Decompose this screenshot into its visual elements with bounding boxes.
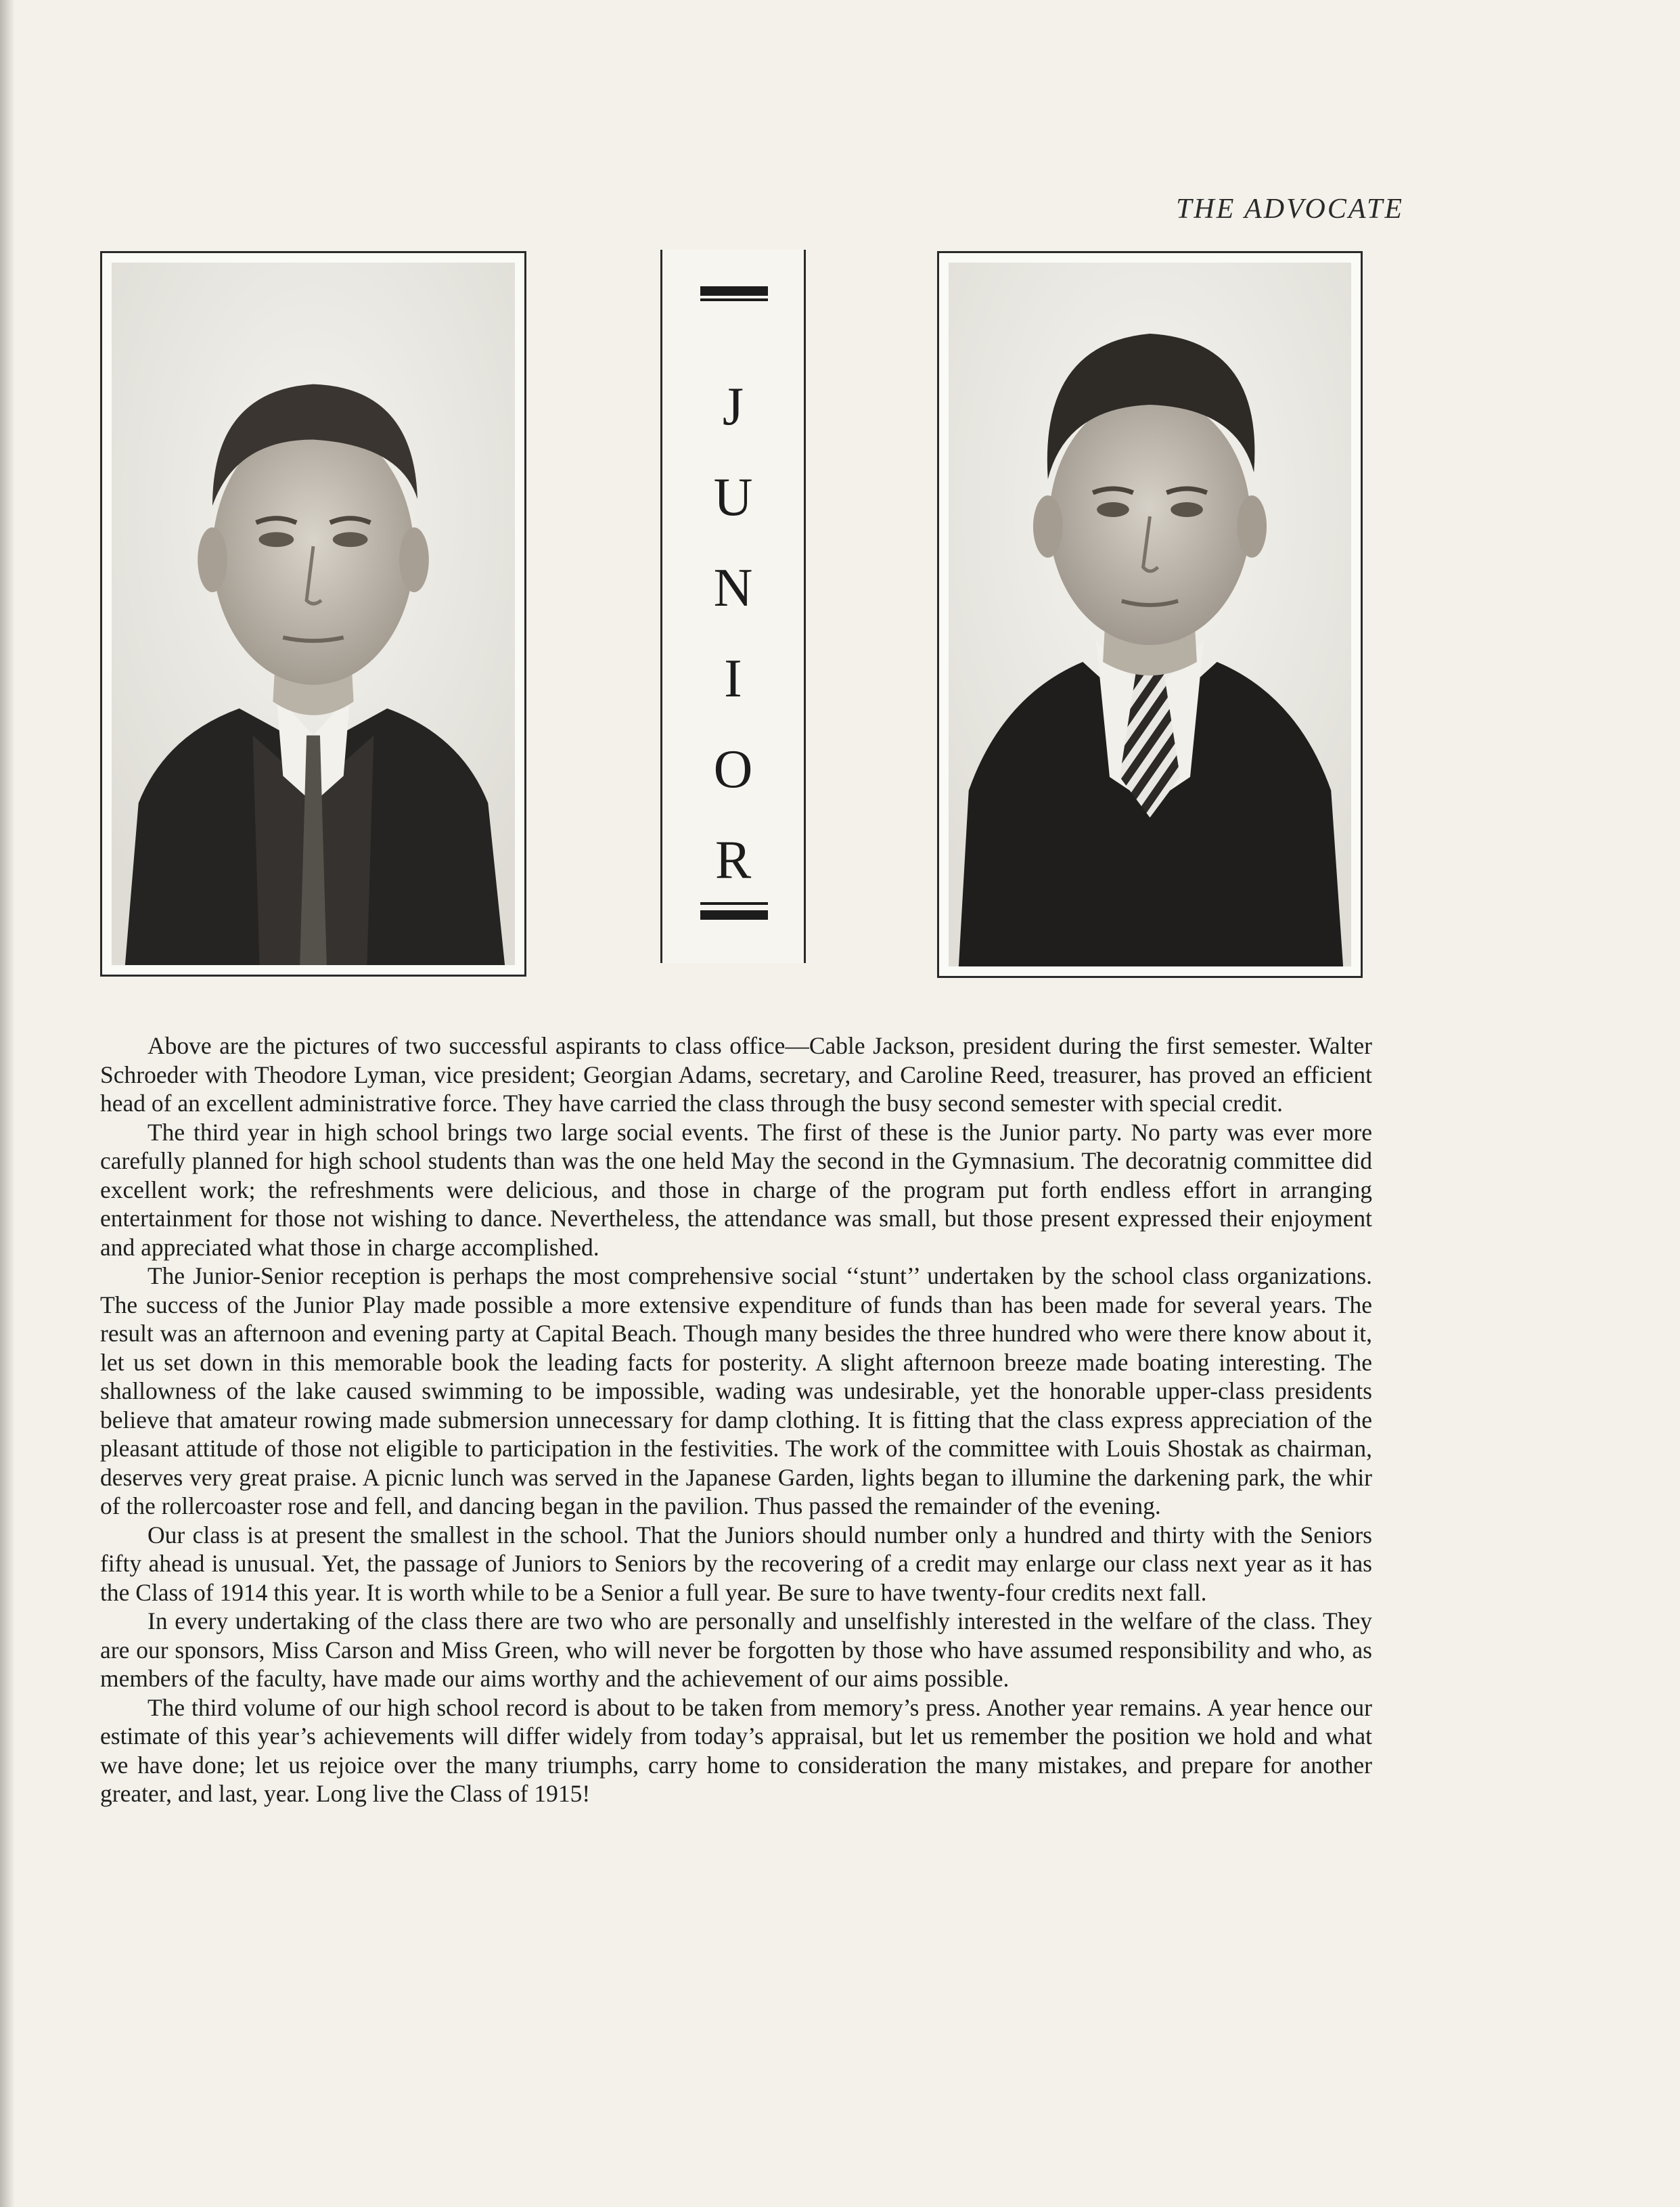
title-letter: O xyxy=(713,740,753,799)
title-letter: U xyxy=(713,468,753,527)
junior-title-panel xyxy=(660,250,806,963)
title-rule-top-thin xyxy=(700,298,768,301)
portrait-photo-right xyxy=(949,263,1351,966)
page-binding-shadow xyxy=(0,0,15,2207)
article-paragraph: The third year in high school brings two large social events. The first of these is the Junior party. No party was ever more carefully planned for high school students than was the one held May the second in the Gymnasium. The decoratnig committee did excellent work; the refreshments were delicious, and those in charge of the program put forth endless effort in arranging entertainment for those not wishing to dance. Nevertheless, the attendance was small, but those present expressed their enjoyment and appreciated what those in charge accomplished. xyxy=(100,1118,1372,1261)
article-paragraph: In every undertaking of the class there are two who are personally and unselfishly interested in the welfare of the class. They are our sponsors, Miss Carson and Miss Green, who will never be forgotten by those who have assumed responsibility and who, as members of the faculty, have made our aims worthy and the achievement of our aims possible. xyxy=(100,1607,1372,1692)
article-paragraph: Above are the pictures of two successful aspirants to class office—Cable Jackson, president during the first semester. Walter Schroeder with Theodore Lyman, vice president; Georgian Adams, secretary, and Caroline Reed, treasurer, has proved an efficient head of an excellent administrative force. They have carried the class through the busy second semester with special credit. xyxy=(100,1032,1372,1117)
article-paragraph: Our class is at present the smallest in the school. That the Juniors should number only a hundred and thirty with the Seniors fifty ahead is unusual. Yet, the passage of Juniors to Seniors by the recovering of a credit may enlarge our class next year as it has the Class of 1914 this year. It is worth while to be a Senior a full year. Be sure to have twenty-four credits next fall. xyxy=(100,1521,1372,1606)
portrait-frame-left xyxy=(100,251,526,977)
title-letter: J xyxy=(722,377,744,437)
article-paragraph: The Junior-Senior reception is perhaps the most comprehensive social ‘‘stunt’’ undertaken by the school class organizations. The success of the Junior Play made possible a more extensive expenditure of funds than has been made for several years. The result was an afternoon and evening party at Capital Beach. Though many besides the three hundred who were there know about it, let us set down in this memorable book the leading facts for posterity. A slight afternoon breeze made boating interesting. The shallowness of the lake caused swimming to be impossible, wading was undesirable, yet the honorable upper-class presidents believe that amateur rowing made submersion unnecessary for damp clothing. It is fitting that the class express appreciation of the pleasant attitude of those not eligible to participation in the festivities. The work of the committee with Louis Shostak as chairman, deserves very great praise. A picnic lunch was served in the Japanese Garden, lights began to illumine the darkening park, the whir of the rollercoaster rose and fell, and dancing began in the pavilion. Thus passed the remainder of the evening. xyxy=(100,1262,1372,1519)
title-rule-bottom-heavy xyxy=(700,910,768,920)
title-rule-top-heavy xyxy=(700,286,768,296)
portrait-frame-right xyxy=(937,251,1363,978)
article-paragraph: The third volume of our high school record is about to be taken from memory’s press. Another year remains. A year hence our estimate of this year’s achievements will differ widely from today’s appraisal, but let us remember the position we hold and what we have done; let us rejoice over the many triumphs, carry home to consideration the many mistakes, and prepare for another greater, and last, year. Long live the Class of 1915! xyxy=(100,1693,1372,1807)
title-letter: N xyxy=(713,558,753,618)
title-rule-bottom-thin xyxy=(700,902,768,905)
portrait-photo-left xyxy=(112,263,515,965)
title-letters xyxy=(662,361,804,906)
title-letter: I xyxy=(724,649,742,709)
title-letter: R xyxy=(714,830,752,890)
article-body xyxy=(100,1031,1372,1808)
running-head: THE ADVOCATE xyxy=(1176,194,1404,225)
